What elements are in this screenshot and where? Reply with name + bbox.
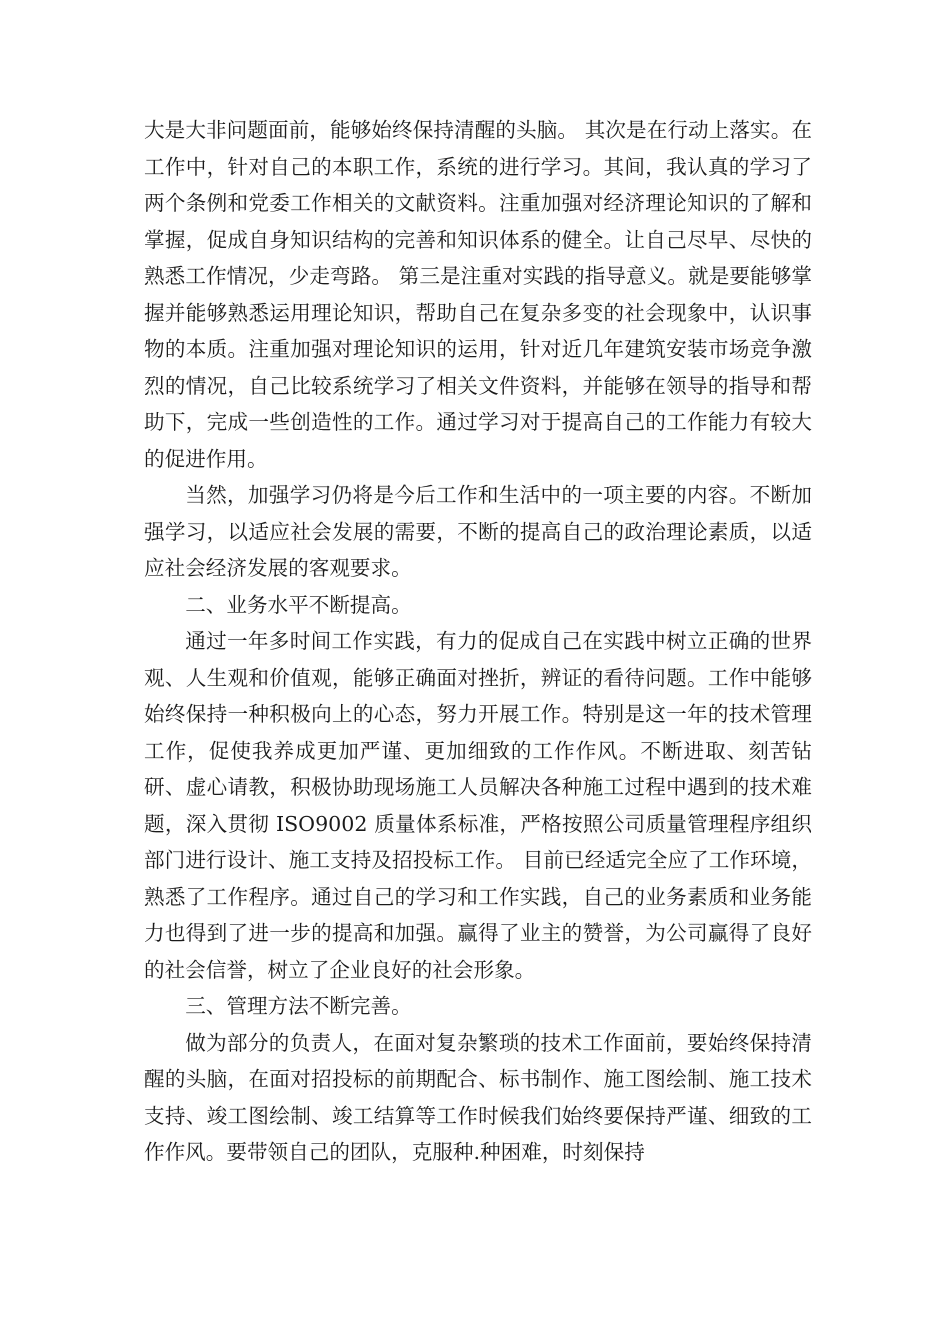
- section-heading-business-level: 二、业务水平不断提高。: [185, 592, 412, 617]
- section-heading-management-methods: 三、管理方法不断完善。: [185, 994, 412, 1018]
- document-body: [144, 112, 812, 1171]
- paragraph-work-practice: 通过一年多时间工作实践，有力的促成自己在实践中树立正确的世界观、人生观和价值观，能够正确面对挫折，辨证的看待问题。工作中能够始终保持一种积极向上的心态，努力开展工作。特别是这一年的技术管理工作，促使我养成更加严谨、更加细致的工作作风。不断进取、刻苦钻研、虚心请教，积极协助现场施工人员解决各种施工过程中遇到的技术难题，深入贯彻 ISO9002 质量体系标准，严格按照公司质量管理程序组织部门进行设计、施工支持及招投标工作。 目前已经适完全应了工作环境，熟悉了工作程序。通过自己的学习和工作实践，自己的业务素质和业务能力也得到了进一步的提高和加强。赢得了业主的赞誉，为公司赢得了良好的社会信誉，树立了企业良好的社会形象。: [144, 629, 812, 982]
- paragraph-continue-learning: 当然，加强学习仍将是今后工作和生活中的一项主要的内容。不断加强学习，以适应社会发展的需要，不断的提高自己的政治理论素质，以适应社会经济发展的客观要求。: [144, 483, 812, 580]
- paragraph-team-leadership: 做为部分的负责人，在面对复杂繁琐的技术工作面前，要始终保持清醒的头脑，在面对招投标的前期配合、标书制作、施工图绘制、施工技术支持、竣工图绘制、竣工结算等工作时候我们始终要保持严谨、细致的工作作风。要带领自己的团队，克服种.种困难，时刻保持: [144, 1030, 812, 1164]
- paragraph-study-continued: 大是大非问题面前，能够始终保持清醒的头脑。 其次是在行动上落实。在工作中，针对自己的本职工作，系统的进行学习。其间，我认真的学习了两个条例和党委工作相关的文献资料。注重加强对经济理论知识的了解和掌握，促成自身知识结构的完善和知识体系的健全。让自己尽早、尽快的熟悉工作情况，少走弯路。 第三是注重对实践的指导意义。就是要能够掌握并能够熟悉运用理论知识，帮助自己在复杂多变的社会现象中，认识事物的本质。注重加强对理论知识的运用，针对近几年建筑安装市场竞争激烈的情况，自己比较系统学习了相关文件资料，并能够在领导的指导和帮助下，完成一些创造性的工作。通过学习对于提高自己的工作能力有较大的促进作用。: [144, 118, 812, 471]
